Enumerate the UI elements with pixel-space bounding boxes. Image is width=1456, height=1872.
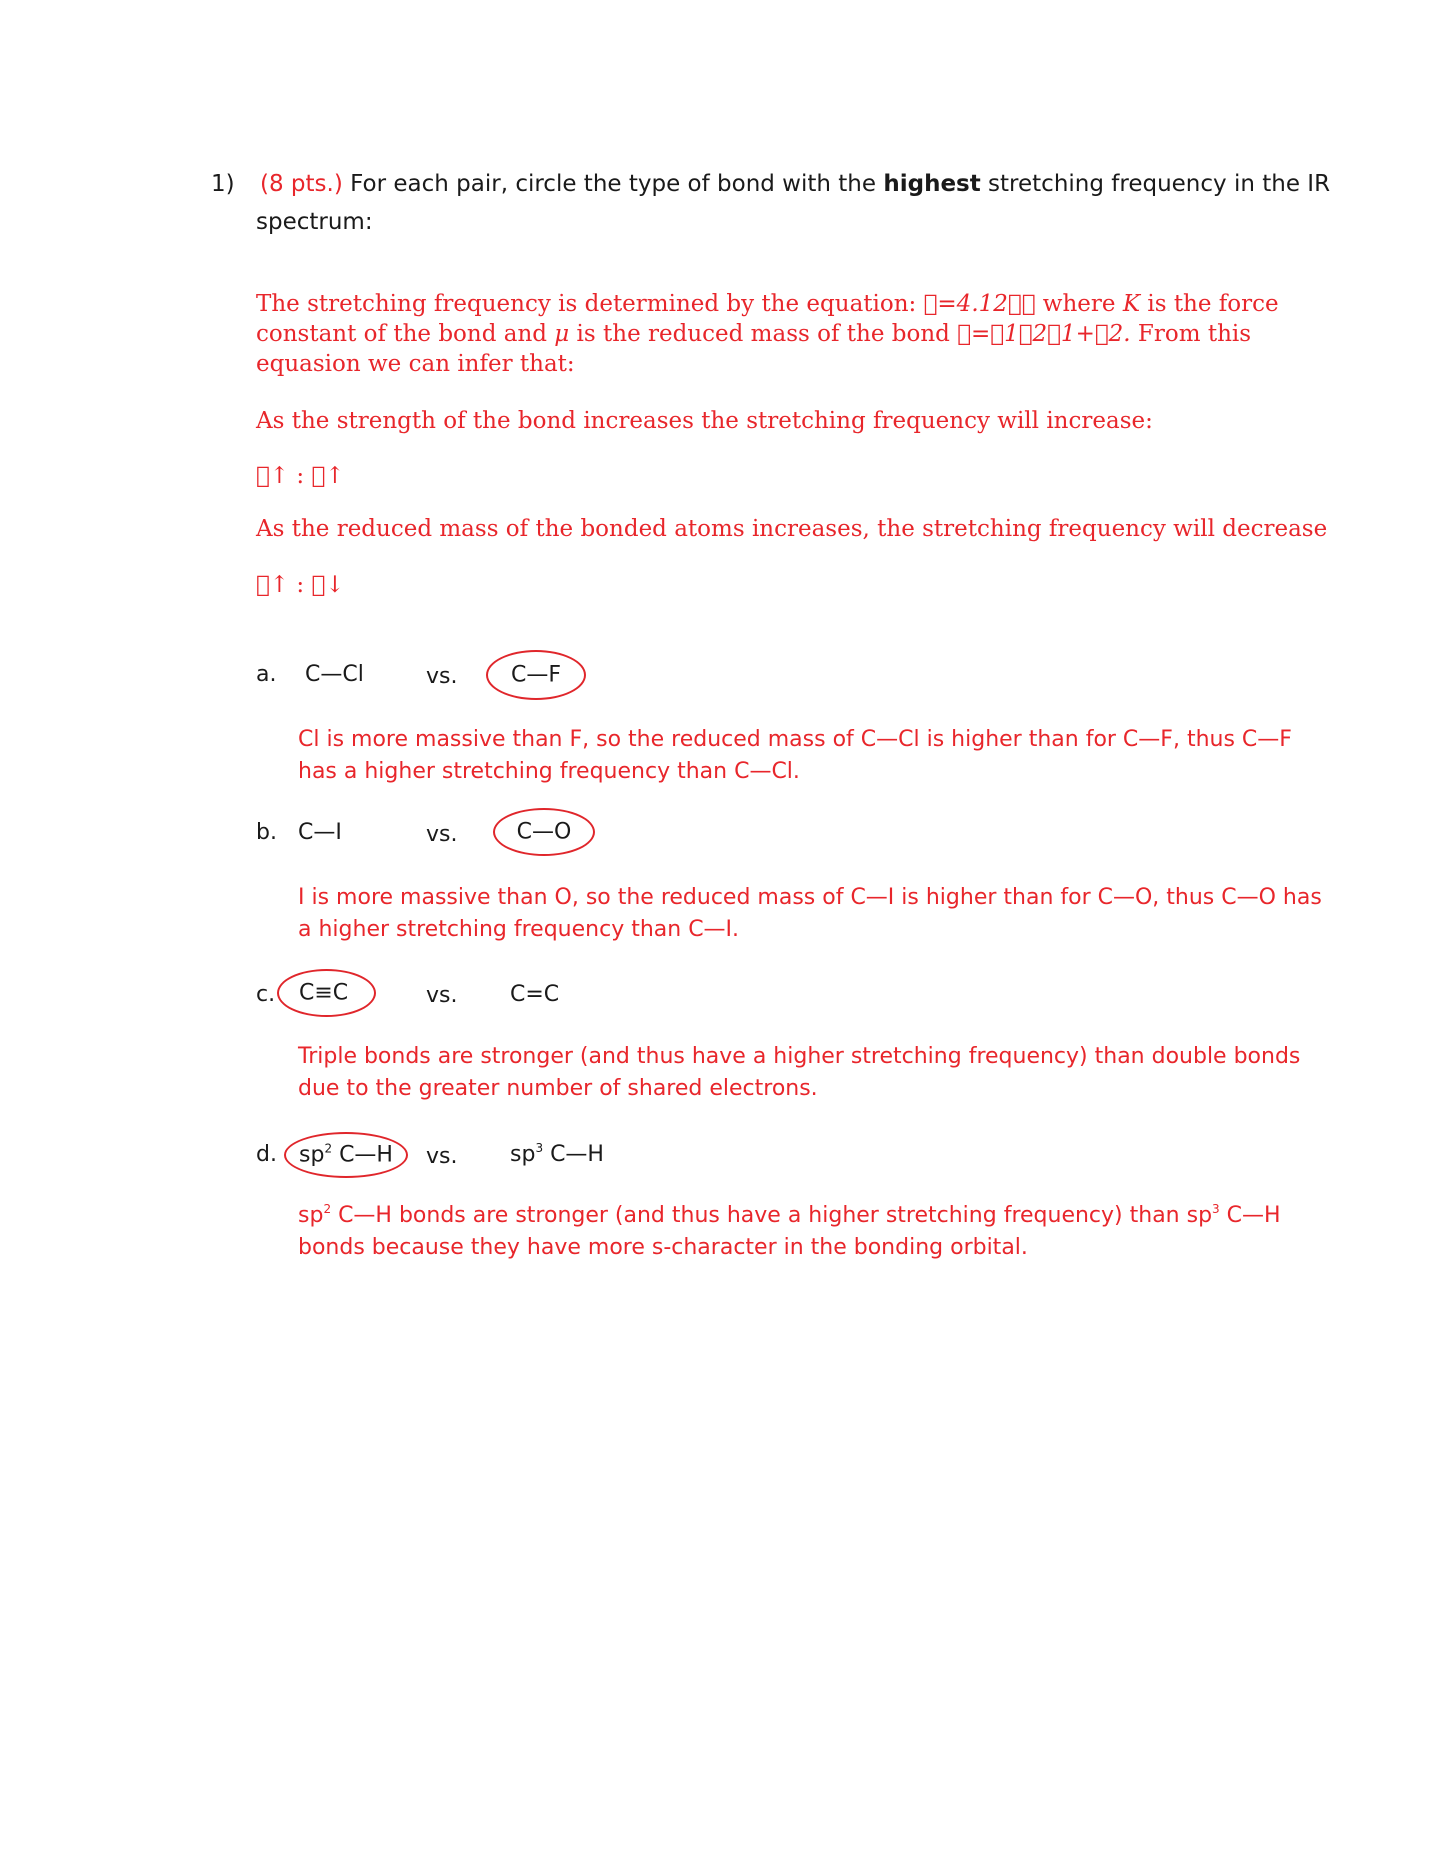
prompt-bold: highest [883,171,981,197]
item-a-label: a. [256,662,277,687]
item-b-answer-line1: I is more massive than O, so the reduced mass of C—I is higher than for C—O, thus C—O has [298,885,1322,910]
item-d-answer-pre: sp [298,1203,324,1228]
item-d-circled-answer [284,1132,408,1178]
item-c-answer-line2: due to the greater number of shared electrons. [298,1076,818,1101]
item-d-vs: vs. [426,1144,458,1169]
item-b-left-bond: C—I [298,820,342,845]
question-points: (8 pts.) [260,171,343,197]
item-b-label: b. [256,820,277,845]
item-b-answer-line2: a higher stretching frequency than C—I. [298,917,740,942]
question-prompt-line2: spectrum: [256,209,373,235]
reduced-mass-symbol: μ [554,321,570,347]
item-d-answer-mid: C—H bonds are stronger (and thus have a higher stretching frequency) than sp [331,1203,1213,1228]
item-c-right-bond: C=C [510,982,560,1007]
item-c-label: c. [256,982,276,1007]
item-c-answer-line1: Triple bonds are stronger (and thus have a higher stretching frequency) than double bonds [298,1044,1301,1069]
item-b-right-bond: C—O [516,819,572,845]
item-d-label: d. [256,1142,277,1167]
item-c-left-bond: C≡C [299,980,349,1006]
intro-line1-pre: The stretching frequency is determined by the equation: [256,291,924,317]
item-d-right-bond [510,1142,604,1167]
item-d-right-post: C—H [543,1142,604,1167]
item-d-left-post: C—H [332,1142,393,1168]
item-c-circled-answer [277,969,376,1017]
item-c-vs: vs. [426,983,458,1008]
item-d-left-sup: 2 [324,1141,333,1156]
item-b-circled-answer [493,808,595,856]
item-a-vs: vs. [426,664,458,689]
item-d-answer-sup1: 2 [323,1202,332,1216]
intro-line2-mid: is the reduced mass of the bond [569,321,958,347]
question-number: 1) [211,171,235,197]
item-b-vs: vs. [426,822,458,847]
item-a-answer-line2: has a higher stretching frequency than C—Cl. [298,759,800,784]
item-d-answer-post: C—H [1219,1203,1281,1228]
intro-line2-pre: constant of the bond and [256,321,555,347]
item-d-answer-sup2: 3 [1212,1202,1220,1216]
item-d-left-bond [286,1143,406,1168]
item-a-left-bond: C—Cl [305,662,364,687]
item-a-answer-line1: Cl is more massive than F, so the reduced mass of C—Cl is higher than for C—F, thus C—F [298,727,1292,752]
item-d-right-sup: 3 [535,1141,544,1155]
item-a-right-bond: C—F [510,662,561,688]
item-d-answer-line1 [298,1203,1281,1228]
question-prompt [260,171,1330,197]
prompt-post: stretching frequency in the IR [980,171,1331,197]
item-a-circled-answer [486,650,586,700]
intro-line1-mid: where [1035,291,1123,317]
prompt-pre: For each pair, circle the type of bond with the [342,171,884,197]
intro-line1-post: is the force [1140,291,1279,317]
item-d-right-pre: sp [510,1142,536,1167]
intro-line1 [256,291,1279,317]
item-d-left-pre: sp [299,1142,325,1168]
rule-1-equation:  ↑ :  ↑ [256,463,345,489]
force-constant-symbol: K [1122,291,1141,317]
rule-1: As the strength of the bond increases the stretching frequency will increase: [256,408,1153,434]
intro-line3: equasion we can infer that: [256,351,575,377]
rule-2-equation:  ↑ :  ↓ [256,572,345,598]
frequency-equation:  =4.12   [923,291,1036,317]
intro-line2 [256,321,1251,347]
item-d-answer-line2: bonds because they have more s-character in the bonding orbital. [298,1235,1028,1260]
reduced-mass-equation:  = 1 2 1+ 2. [957,321,1131,347]
rule-2: As the reduced mass of the bonded atoms increases, the stretching frequency will decrease [256,516,1328,542]
intro-line2-post: From this [1130,321,1252,347]
